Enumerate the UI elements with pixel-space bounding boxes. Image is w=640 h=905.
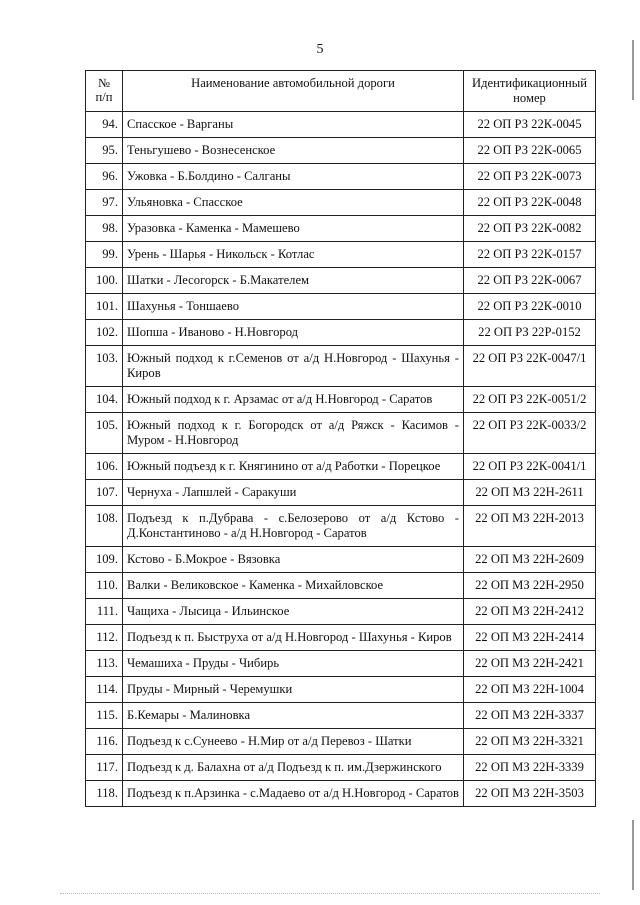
row-number: 100.: [86, 268, 123, 294]
row-number: 106.: [86, 454, 123, 480]
scan-edge-mark: [632, 820, 634, 890]
table-row: [86, 454, 596, 480]
identification-number: 22 ОП РЗ 22К-0045: [464, 112, 596, 138]
row-number: 102.: [86, 320, 123, 346]
road-name: Подъезд к п.Арзинка - с.Мадаево от а/д Н.Новгород - Саратов: [123, 781, 464, 807]
table-row: [86, 729, 596, 755]
row-number: 97.: [86, 190, 123, 216]
identification-number: 22 ОП МЗ 22Н-2611: [464, 480, 596, 506]
identification-number: 22 ОП МЗ 22Н-2950: [464, 573, 596, 599]
row-number: 101.: [86, 294, 123, 320]
road-name: Теньгушево - Вознесенское: [123, 138, 464, 164]
identification-number: 22 ОП РЗ 22Р-0152: [464, 320, 596, 346]
road-name: Шопша - Иваново - Н.Новгород: [123, 320, 464, 346]
road-name: Урень - Шарья - Никольск - Котлас: [123, 242, 464, 268]
scan-edge-mark: [632, 40, 634, 100]
road-name: Валки - Великовское - Каменка - Михайловское: [123, 573, 464, 599]
road-name: Уразовка - Каменка - Мамешево: [123, 216, 464, 242]
table-body: [86, 112, 596, 807]
road-name: Чащиха - Лысица - Ильинское: [123, 599, 464, 625]
table-row: [86, 346, 596, 387]
table-row: [86, 387, 596, 413]
row-number: 107.: [86, 480, 123, 506]
row-number: 116.: [86, 729, 123, 755]
road-name: Южный подход к г.Семенов от а/д Н.Новгород - Шахунья - Киров: [123, 346, 464, 387]
identification-number: 22 ОП МЗ 22Н-3503: [464, 781, 596, 807]
road-name: Ужовка - Б.Болдино - Салганы: [123, 164, 464, 190]
identification-number: 22 ОП МЗ 22Н-1004: [464, 677, 596, 703]
table-row: [86, 547, 596, 573]
row-number: 115.: [86, 703, 123, 729]
identification-number: 22 ОП РЗ 22К-0067: [464, 268, 596, 294]
row-number: 118.: [86, 781, 123, 807]
identification-number: 22 ОП МЗ 22Н-2013: [464, 506, 596, 547]
row-number: 117.: [86, 755, 123, 781]
road-name: Ульяновка - Спасское: [123, 190, 464, 216]
table-row: [86, 480, 596, 506]
scan-artifact: [60, 893, 600, 898]
identification-number: 22 ОП МЗ 22Н-2412: [464, 599, 596, 625]
road-name: Шатки - Лесогорск - Б.Макателем: [123, 268, 464, 294]
road-name: Кстово - Б.Мокрое - Вязовка: [123, 547, 464, 573]
table-row: [86, 651, 596, 677]
table-row: [86, 755, 596, 781]
row-number: 99.: [86, 242, 123, 268]
table-row: [86, 112, 596, 138]
road-name: Подъезд к п.Дубрава - с.Белозерово от а/д Кстово - Д.Константиново - а/д Н.Новгород - Саратов: [123, 506, 464, 547]
table-row: [86, 677, 596, 703]
row-number: 113.: [86, 651, 123, 677]
table-row: [86, 164, 596, 190]
identification-number: 22 ОП МЗ 22Н-2421: [464, 651, 596, 677]
identification-number: 22 ОП МЗ 22Н-3339: [464, 755, 596, 781]
row-number: 114.: [86, 677, 123, 703]
road-name: Чернуха - Лапшлей - Саракуши: [123, 480, 464, 506]
row-number: 96.: [86, 164, 123, 190]
identification-number: 22 ОП МЗ 22Н-2414: [464, 625, 596, 651]
table-row: [86, 781, 596, 807]
page-number: 5: [316, 42, 324, 57]
identification-number: 22 ОП РЗ 22К-0048: [464, 190, 596, 216]
table-row: [86, 703, 596, 729]
row-number: 103.: [86, 346, 123, 387]
identification-number: 22 ОП РЗ 22К-0047/1: [464, 346, 596, 387]
road-name: Спасское - Варганы: [123, 112, 464, 138]
roads-table: [85, 70, 596, 807]
road-name: Южный подъезд к г. Княгинино от а/д Работки - Порецкое: [123, 454, 464, 480]
table-row: [86, 216, 596, 242]
identification-number: 22 ОП РЗ 22К-0033/2: [464, 413, 596, 454]
row-number: 111.: [86, 599, 123, 625]
road-name: Шахунья - Тоншаево: [123, 294, 464, 320]
table-row: [86, 573, 596, 599]
identification-number: 22 ОП РЗ 22К-0082: [464, 216, 596, 242]
road-name: Подъезд к с.Сунеево - Н.Мир от а/д Перевоз - Шатки: [123, 729, 464, 755]
table-row: [86, 320, 596, 346]
row-number: 108.: [86, 506, 123, 547]
header-road-name: Наименование автомобильной дороги: [123, 71, 464, 112]
header-number: № п/п: [86, 71, 123, 112]
row-number: 95.: [86, 138, 123, 164]
identification-number: 22 ОП РЗ 22К-0157: [464, 242, 596, 268]
table-row: [86, 294, 596, 320]
road-name: Чемашиха - Пруды - Чибирь: [123, 651, 464, 677]
road-name: Пруды - Мирный - Черемушки: [123, 677, 464, 703]
header-identification-number: Идентификационный номер: [464, 71, 596, 112]
table-row: [86, 413, 596, 454]
row-number: 110.: [86, 573, 123, 599]
road-name: Подъезд к п. Быструха от а/д Н.Новгород - Шахунья - Киров: [123, 625, 464, 651]
row-number: 112.: [86, 625, 123, 651]
identification-number: 22 ОП РЗ 22К-0041/1: [464, 454, 596, 480]
identification-number: 22 ОП РЗ 22К-0051/2: [464, 387, 596, 413]
road-name: Южный подход к г. Арзамас от а/д Н.Новгород - Саратов: [123, 387, 464, 413]
table-row: [86, 506, 596, 547]
identification-number: 22 ОП РЗ 22К-0010: [464, 294, 596, 320]
table-header-row: [86, 71, 596, 112]
row-number: 109.: [86, 547, 123, 573]
table-row: [86, 625, 596, 651]
identification-number: 22 ОП МЗ 22Н-2609: [464, 547, 596, 573]
table-row: [86, 599, 596, 625]
table-row: [86, 242, 596, 268]
identification-number: 22 ОП РЗ 22К-0073: [464, 164, 596, 190]
row-number: 94.: [86, 112, 123, 138]
road-name: Б.Кемары - Малиновка: [123, 703, 464, 729]
row-number: 104.: [86, 387, 123, 413]
row-number: 98.: [86, 216, 123, 242]
road-name: Южный подход к г. Богородск от а/д Ряжск - Касимов - Муром - Н.Новгород: [123, 413, 464, 454]
table-row: [86, 138, 596, 164]
road-name: Подъезд к д. Балахна от а/д Подъезд к п. им.Дзержинского: [123, 755, 464, 781]
identification-number: 22 ОП РЗ 22К-0065: [464, 138, 596, 164]
row-number: 105.: [86, 413, 123, 454]
identification-number: 22 ОП МЗ 22Н-3337: [464, 703, 596, 729]
table-row: [86, 190, 596, 216]
table-row: [86, 268, 596, 294]
identification-number: 22 ОП МЗ 22Н-3321: [464, 729, 596, 755]
